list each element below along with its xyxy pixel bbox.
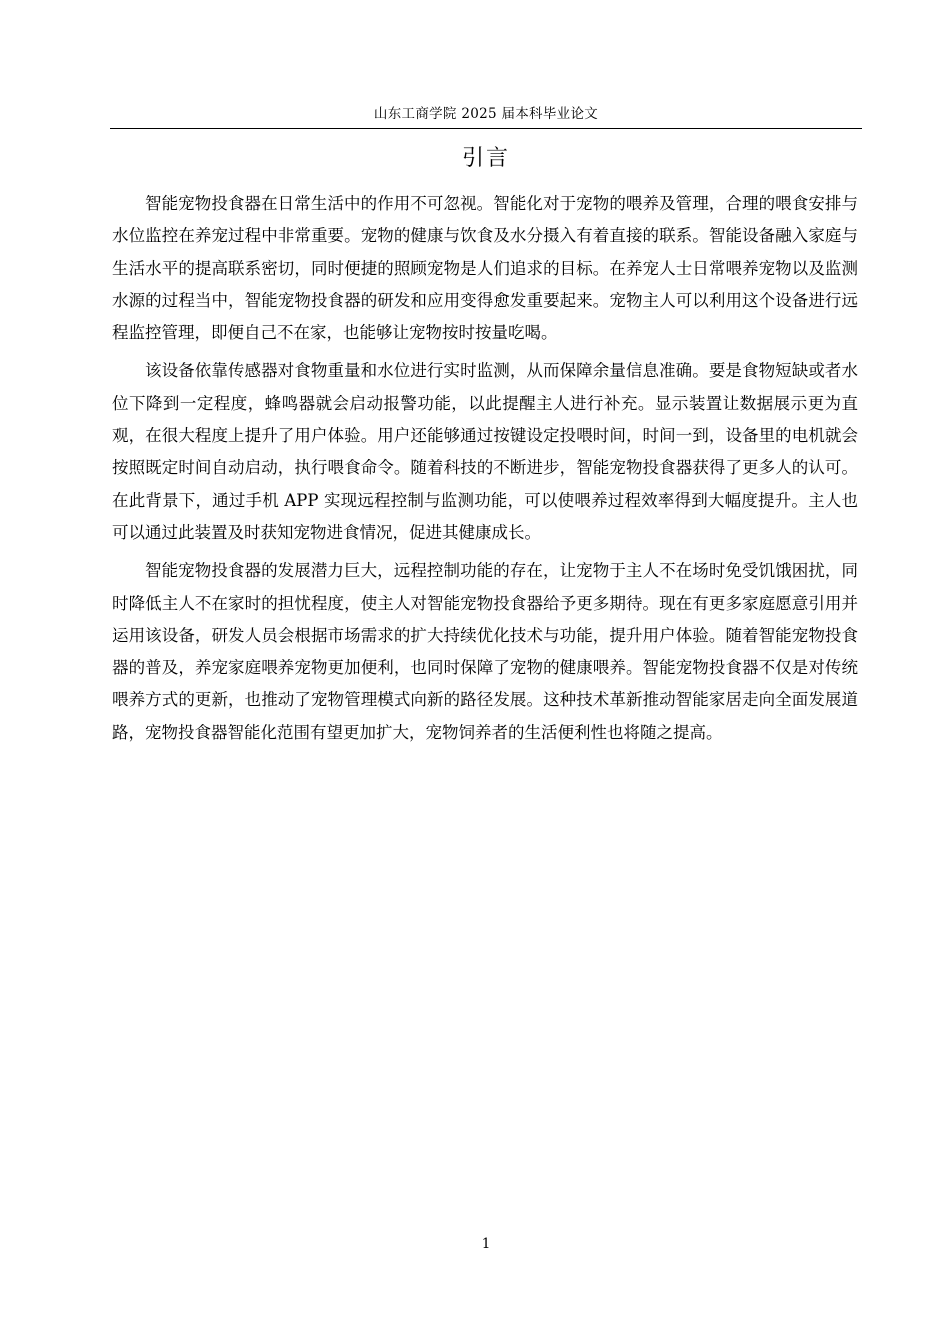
header-rule (110, 128, 862, 129)
page-title: 引言 (461, 146, 510, 171)
paragraph-3: 智能宠物投食器的发展潜力巨大，远程控制功能的存在，让宠物于主人不在场时免受饥饿困扰，同时降低主人不在家时的担忧程度，使主人对智能宠物投食器给予更多期待。现在有更多家庭愿意引用并运用该设备，研发人员会根据市场需求的扩大持续优化技术与功能，提升用户体验。随着智能宠物投食器的普及，养宠家庭喂养宠物更加便利，也同时保障了宠物的健康喂养。智能宠物投食器不仅是对传统喂养方式的更新，也推动了宠物管理模式向新的路径发展。这种技术革新推动智能家居走向全面发展道路，宠物投食器智能化范围有望更加扩大，宠物饲养者的生活便利性也将随之提高。 (112, 561, 858, 742)
body-text (112, 188, 858, 755)
paragraph-1: 智能宠物投食器在日常生活中的作用不可忽视。智能化对于宠物的喂养及管理，合理的喂食安排与水位监控在养宠过程中非常重要。宠物的健康与饮食及水分摄入有着直接的联系。智能设备融入家庭与生活水平的提高联系密切，同时便捷的照顾宠物是人们追求的目标。在养宠人士日常喂养宠物以及监测水源的过程当中，智能宠物投食器的研发和应用变得愈发重要起来。宠物主人可以利用这个设备进行远程监控管理，即便自己不在家，也能够让宠物按时按量吃喝。 (112, 194, 858, 343)
paragraph-2: 该设备依靠传感器对食物重量和水位进行实时监测，从而保障余量信息准确。要是食物短缺或者水位下降到一定程度，蜂鸣器就会启动报警功能，以此提醒主人进行补充。显示装置让数据展示更为直观，在很大程度上提升了用户体验。用户还能够通过按键设定投喂时间，时间一到，设备里的电机就会按照既定时间自动启动，执行喂食命令。随着科技的不断进步，智能宠物投食器获得了更多人的认可。在此背景下，通过手机 APP 实现远程控制与监测功能，可以使喂养过程效率得到大幅度提升。主人也可以通过此装置及时获知宠物进食情况，促进其健康成长。 (112, 361, 858, 542)
running-header: 山东工商学院 2025 届本科毕业论文 (373, 106, 599, 122)
page-number: 1 (481, 1236, 491, 1252)
